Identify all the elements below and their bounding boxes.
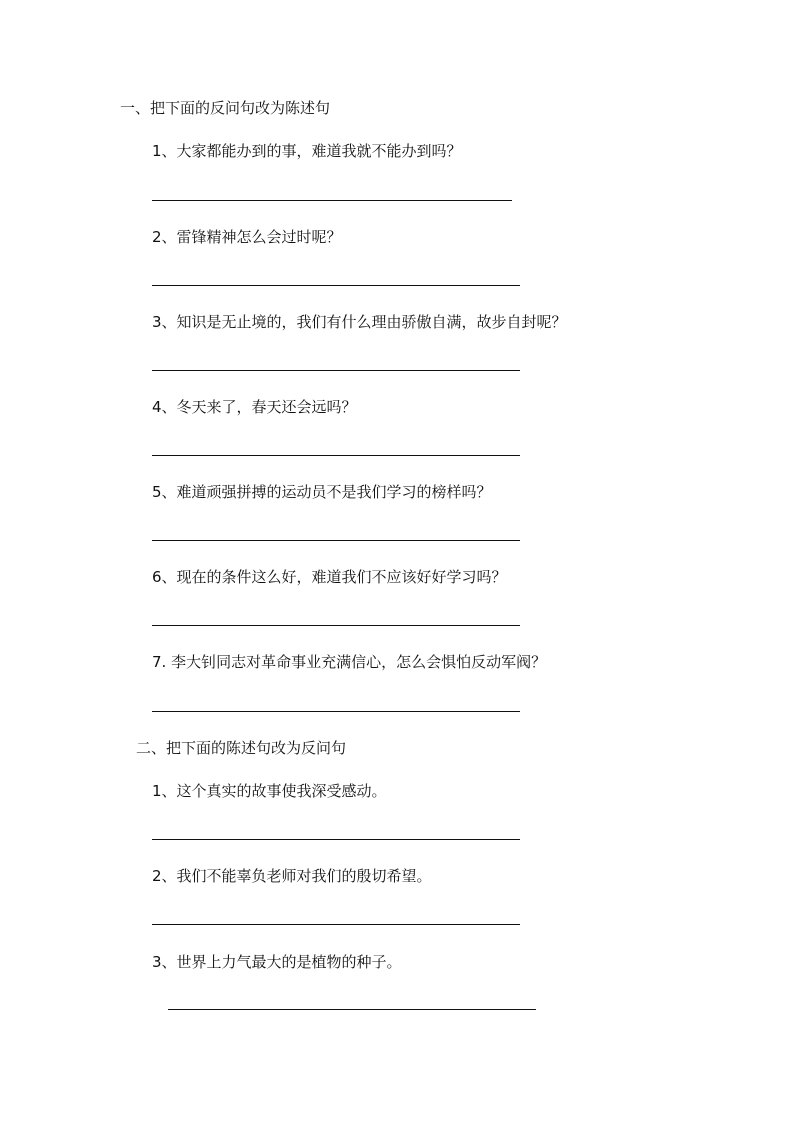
answer-line-2-2[interactable]: [152, 924, 520, 925]
section-heading-1: 一、把下面的反问句改为陈述句: [120, 99, 331, 117]
answer-line-2-3[interactable]: [168, 1009, 536, 1010]
question-2-1: 1、这个真实的故事使我深受感动。: [152, 782, 387, 800]
answer-line-1-7[interactable]: [152, 711, 520, 712]
answer-line-1-6[interactable]: [152, 625, 520, 626]
question-1-2: 2、雷锋精神怎么会过时呢？: [152, 228, 342, 246]
question-1-4: 4、冬天来了，春天还会远吗？: [152, 398, 357, 416]
answer-line-1-1[interactable]: [152, 200, 512, 201]
answer-line-1-3[interactable]: [152, 370, 520, 371]
answer-line-1-5[interactable]: [152, 540, 520, 541]
question-2-3: 3、世界上力气最大的是植物的种子。: [152, 953, 402, 971]
question-1-7: 7. 李大钊同志对革命事业充满信心，怎么会惧怕反动军阀？: [152, 653, 547, 671]
answer-line-1-2[interactable]: [152, 285, 520, 286]
question-1-6: 6、现在的条件这么好，难道我们不应该好好学习吗？: [152, 568, 507, 586]
section-heading-2: 二、把下面的陈述句改为反问句: [136, 739, 347, 757]
question-1-3: 3、知识是无止境的，我们有什么理由骄傲自满，故步自封呢？: [152, 313, 567, 331]
question-1-5: 5、难道顽强拼搏的运动员不是我们学习的榜样吗？: [152, 483, 492, 501]
question-1-1: 1、大家都能办到的事，难道我就不能办到吗？: [152, 142, 462, 160]
answer-line-2-1[interactable]: [152, 839, 520, 840]
question-2-2: 2、我们不能辜负老师对我们的殷切希望。: [152, 867, 432, 885]
answer-line-1-4[interactable]: [152, 455, 520, 456]
